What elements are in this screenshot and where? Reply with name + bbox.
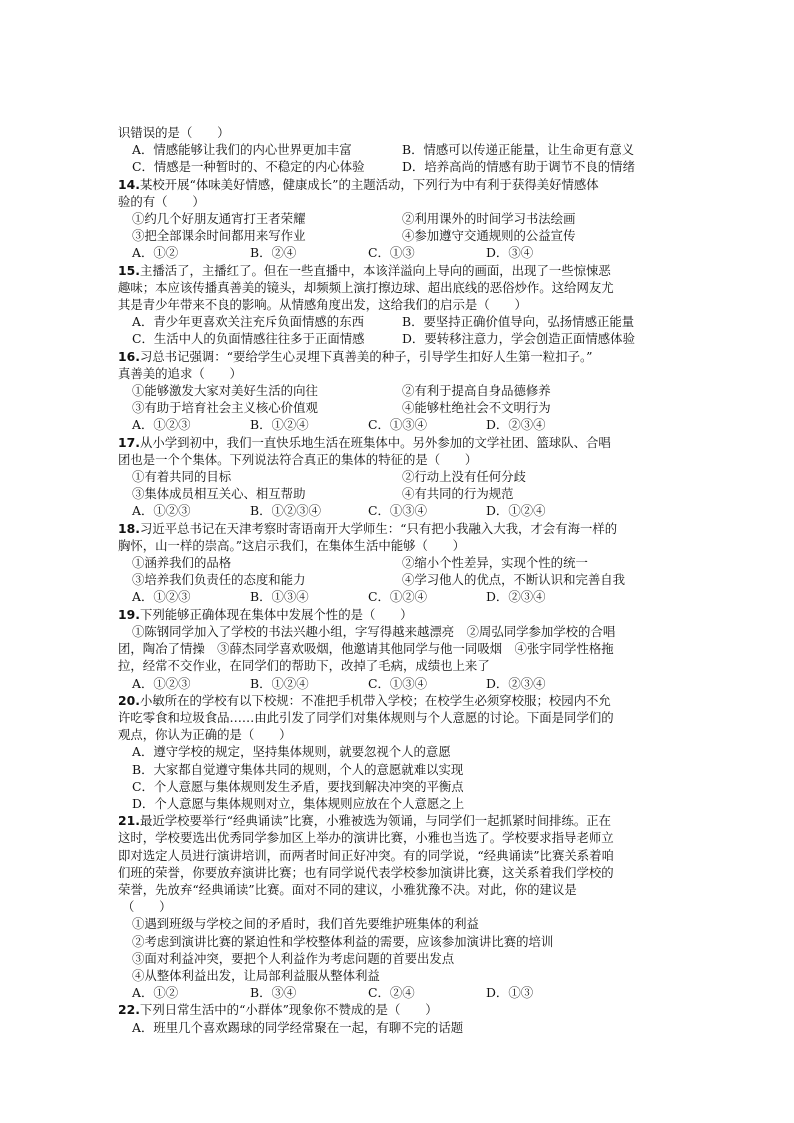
item-2: ②利用课外的时间学习书法绘画 — [402, 211, 576, 227]
question-number: 17. — [118, 434, 140, 450]
stem-line: 主播活了，主播红了。但在一些直播中，本该洋溢向上导向的画面，出现了一些惊悚恶 — [139, 262, 611, 278]
item-1: ①能够激发大家对美好生活的向往 — [132, 383, 318, 399]
answer-c: C．①③④ — [368, 675, 428, 691]
answer-row — [118, 588, 682, 605]
stem-line: 下列能够正确体现在集体中发展个性的是（ ） — [139, 606, 413, 622]
answer-a: A．①②③ — [132, 675, 191, 691]
item-4: ④有共同的行为规范 — [402, 486, 514, 502]
option-d: D．要转移注意力，学会创造正面情感体验 — [402, 331, 635, 347]
option-d: D．个人意愿与集体规则对立，集体规则应放在个人意愿之上 — [132, 795, 465, 811]
option-d: D．培养高尚的情感有助于调节不良的情绪 — [402, 159, 635, 175]
item-row — [118, 227, 682, 244]
answer-b: B．①②④ — [250, 675, 309, 691]
answer-c: C．①③ — [368, 245, 415, 261]
item-row — [118, 554, 682, 571]
item-1: ①有着共同的目标 — [132, 469, 232, 485]
item-3: ③培养我们负责任的态度和能力 — [132, 572, 306, 588]
question-15-stem — [118, 262, 682, 279]
item-3: ③有助于培育社会主义核心价值观 — [132, 400, 318, 416]
option-a: A．遵守学校的规定，坚持集体规则，就要忽视个人的意愿 — [132, 744, 451, 760]
item-row — [118, 485, 682, 502]
answer-a: A．①②③ — [132, 589, 191, 605]
item-row — [118, 382, 682, 399]
item-2: ②考虑到演讲比赛的紧迫性和学校整体利益的需要，应该参加演讲比赛的培训 — [132, 933, 554, 949]
option-c: C．生活中人的负面情感往往多于正面情感 — [132, 331, 365, 347]
answer-b: B．③④ — [250, 985, 297, 1001]
answer-c: C．②④ — [368, 985, 415, 1001]
item-4: ④学习他人的优点，不断认识和完善自我 — [402, 572, 626, 588]
question-number: 21. — [118, 813, 140, 829]
question-number: 14. — [118, 176, 140, 192]
answer-c: C．①③④ — [368, 417, 428, 433]
stem-line: 许吃零食和垃圾食品……由此引发了同学们对集体规则与个人意愿的讨论。下面是同学们的 — [118, 709, 614, 725]
item-4: ④能够杜绝社会不文明行为 — [402, 400, 551, 416]
question-19-stem — [118, 606, 682, 623]
stem-line: 即对选定人员进行演讲培训，而两者时间正好冲突。有的同学说，“经典诵读”比赛关系着咱 — [118, 847, 614, 863]
exam-page — [118, 124, 682, 1036]
question-number: 16. — [118, 348, 140, 364]
item-3: ③把全部课余时间都用来写作业 — [132, 228, 306, 244]
stem-line: 下列日常生活中的“小群体”现象你不赞成的是（ ） — [139, 1002, 438, 1018]
answer-a: A．①②③ — [132, 417, 191, 433]
question-number: 15. — [118, 262, 140, 278]
question-number: 22. — [118, 1002, 140, 1018]
item-row — [118, 571, 682, 588]
answer-d: D．①②④ — [486, 503, 546, 519]
stem-line: 某校开展“体味美好情感，健康成长”的主题活动，下列行为中有利于获得美好情感体 — [139, 176, 599, 192]
answer-d: D．②③④ — [486, 675, 546, 691]
item-2: ②缩小个性差异，实现个性的统一 — [402, 555, 588, 571]
question-16-stem — [118, 348, 682, 365]
item-1: ①约几个好朋友通宵打王者荣耀 — [132, 211, 306, 227]
answer-d: D．②③④ — [486, 589, 546, 605]
question-number: 19. — [118, 606, 140, 622]
item-1: ①涵养我们的品格 — [132, 555, 232, 571]
answer-a: A．①②③ — [132, 503, 191, 519]
stem-line: 最近学校要举行“经典诵读”比赛，小雅被选为领诵，与同学们一起抓紧时间排练。正在 — [139, 813, 612, 829]
stem-line: 这时，学校要选出优秀同学参加区上举办的演讲比赛，小雅也当选了。学校要求指导老师立 — [118, 830, 614, 846]
question-18-stem — [118, 520, 682, 537]
stem-line: 观点，你认为正确的是（ ） — [118, 727, 292, 743]
item-row — [118, 399, 682, 416]
stem-line: 其是青少年带来不良的影响。从情感角度出发，这给我们的启示是（ ） — [118, 297, 527, 313]
stem-line: 习近平总书记在天津考察时寄语南开大学师生：“只有把小我融入大我，才会有海一样的 — [139, 520, 618, 536]
option-b: B．大家都自觉遵守集体共同的规则，个人的意愿就难以实现 — [132, 761, 464, 777]
item-line: 团，陶冶了情操 ③薛杰同学喜欢吸烟，他邀请其他同学与他一同吸烟 ④张宇同学性格拖 — [118, 641, 614, 657]
stem-line: 趣味；本应该传播真善美的镜头，却频频上演打擦边球、超出底线的恶俗炒作。这给网友尤 — [118, 279, 614, 295]
stem-line: 真善美的追求（ ） — [118, 365, 242, 381]
option-a: A．青少年更喜欢关注充斥负面情感的东西 — [132, 314, 364, 330]
option-b: B．要坚持正确价值导向，弘扬情感正能量 — [402, 314, 635, 330]
item-2: ②有利于提高自身品德修养 — [402, 383, 551, 399]
answer-a: A．①② — [132, 985, 179, 1001]
item-row — [118, 468, 682, 485]
question-14-stem — [118, 176, 682, 193]
item-4: ④参加遵守交通规则的公益宣传 — [402, 228, 576, 244]
stem-line: 从小学到初中，我们一直快乐地生活在班集体中。另外参加的文学社团、篮球队、合唱 — [139, 434, 611, 450]
answer-a: A．①② — [132, 245, 179, 261]
option-a: A．班里几个喜欢踢球的同学经常聚在一起，有聊不完的话题 — [132, 1019, 464, 1035]
answer-c: C．①③④ — [368, 503, 428, 519]
question-number: 18. — [118, 520, 140, 536]
question-17-stem — [118, 434, 682, 451]
answer-d: D．①③ — [486, 985, 534, 1001]
answer-row — [118, 244, 682, 261]
question-13-tail: 识错误的是（ ） — [118, 125, 230, 140]
option-c: C．个人意愿与集体规则发生矛盾，要找到解决冲突的平衡点 — [132, 778, 464, 794]
item-1: ①遇到班级与学校之间的矛盾时，我们首先要维护班集体的利益 — [132, 916, 479, 932]
answer-b: B．①②④ — [250, 417, 309, 433]
option-c: C．情感是一种暂时的、不稳定的内心体验 — [132, 159, 365, 175]
stem-line: 验的有（ ） — [118, 193, 205, 209]
stem-line: 习总书记强调：“要给学生心灵埋下真善美的种子，引导学生扣好人生第一粒扣子。” — [139, 348, 593, 364]
stem-line: 荣誉，先放弃“经典诵读”比赛。面对不同的建议，小雅犹豫不决。对此，你的建议是 — [118, 881, 577, 897]
stem-line: 小敏所在的学校有以下校规：不准把手机带入学校；在校学生必须穿校服；校园内不允 — [139, 692, 611, 708]
item-line: 拉，经常不交作业，在同学们的帮助下，改掉了毛病，成绩也上来了 — [118, 658, 490, 674]
stem-line: 团也是一个个集体。下列说法符合真正的集体的特征的是（ ） — [118, 451, 478, 467]
question-22-stem — [118, 1001, 682, 1018]
answer-d: D．③④ — [486, 245, 534, 261]
stem-line: 胸怀，山一样的崇高。”这启示我们，在集体生活中能够（ ） — [118, 537, 466, 553]
answer-row — [118, 502, 682, 519]
item-row — [118, 210, 682, 227]
answer-b: B．①③④ — [250, 589, 309, 605]
option-b: B．情感可以传递正能量，让生命更有意义 — [402, 142, 635, 158]
question-20-stem — [118, 692, 682, 709]
item-3: ③面对利益冲突，要把个人利益作为考虑问题的首要出发点 — [132, 950, 455, 966]
answer-c: C．①②④ — [368, 589, 428, 605]
question-number: 20. — [118, 692, 140, 708]
stem-line: 们班的荣誉，你要放弃演讲比赛；也有同学说代表学校参加演讲比赛，这关系着我们学校的 — [118, 864, 614, 880]
answer-row — [118, 984, 682, 1001]
answer-b: B．①②③④ — [250, 503, 322, 519]
item-4: ④从整体利益出发，让局部利益服从整体利益 — [132, 967, 380, 983]
stem-line: （ ） — [122, 899, 172, 915]
option-row — [118, 141, 682, 158]
item-3: ③集体成员相互关心、相互帮助 — [132, 486, 306, 502]
option-a: A．情感能够让我们的内心世界更加丰富 — [132, 142, 352, 158]
answer-b: B．②④ — [250, 245, 297, 261]
option-row — [118, 330, 682, 347]
answer-row — [118, 416, 682, 433]
answer-d: D．②③④ — [486, 417, 546, 433]
option-row — [118, 158, 682, 175]
item-2: ②行动上没有任何分歧 — [402, 469, 526, 485]
option-row — [118, 313, 682, 330]
answer-row — [118, 675, 682, 692]
question-21-stem — [118, 812, 682, 829]
item-line: ①陈钢同学加入了学校的书法兴趣小组，字写得越来越漂亮 ②周弘同学参加学校的合唱 — [132, 623, 616, 639]
